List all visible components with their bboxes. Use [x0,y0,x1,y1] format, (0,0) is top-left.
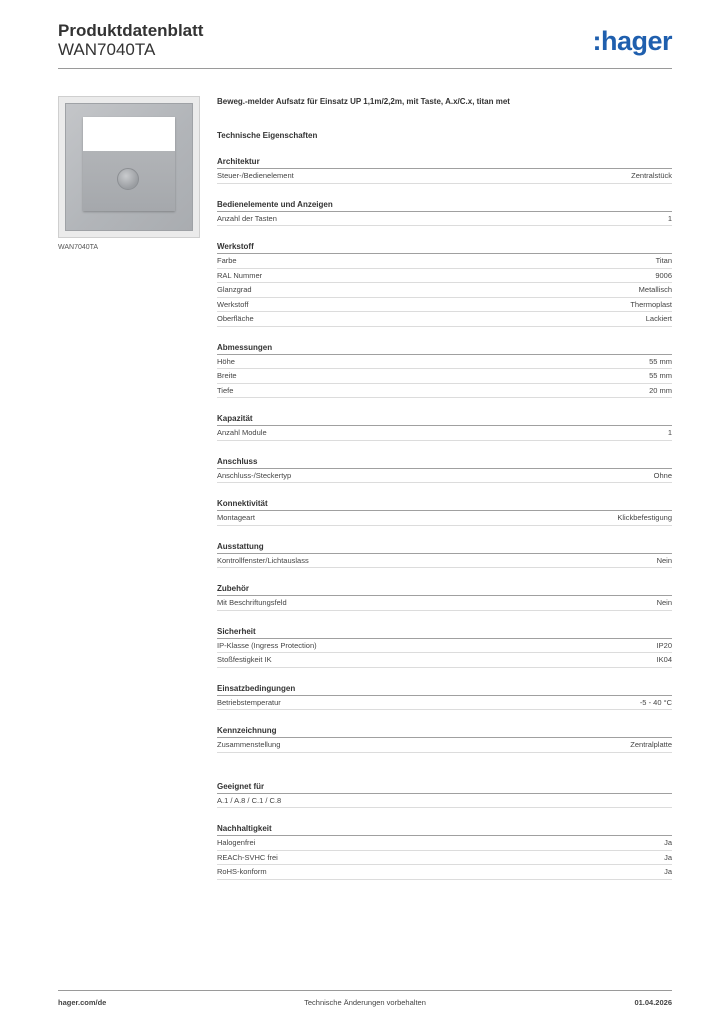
spec-label: Zusammenstellung [217,740,281,749]
spec-label: Kontrollfenster/Lichtauslass [217,555,309,565]
spec-section [217,498,672,526]
spec-content [217,96,672,880]
spec-label: A.1 / A.8 / C.1 / C.8 [217,795,282,805]
spec-row [217,511,672,526]
footer-divider [58,990,672,991]
spec-value: Ja [664,867,672,876]
spec-row [217,355,672,370]
section-title: Werkstoff [217,241,672,254]
spec-value: Ja [664,852,672,862]
section-title: Sicherheit [217,626,672,639]
hager-logo: :hager [592,26,672,56]
spec-row [217,298,672,313]
spec-row [217,312,672,327]
spec-row [217,639,672,654]
spec-row [217,851,672,866]
spec-section [217,823,672,880]
spec-row [217,865,672,880]
spec-value: Zentralplatte [630,740,672,749]
product-code: WAN7040TA [58,40,156,59]
section-title: Kapazität [217,413,672,426]
header-divider [58,68,672,69]
footer-note: Technische Änderungen vorbehalten [304,998,426,1007]
spec-label: REACh-SVHC frei [217,852,278,862]
spec-row [217,836,672,851]
spec-section [217,683,672,711]
spec-label: RoHS-konform [217,867,267,876]
spec-label: Anzahl der Tasten [217,213,277,223]
section-title: Abmessungen [217,342,672,355]
spec-label: Werkstoff [217,299,249,309]
spec-value: 1 [667,428,672,437]
spec-label: RAL Nummer [217,270,263,280]
footer-date: 01.04.2026 [634,998,672,1007]
spec-row [217,653,672,668]
spec-row [217,738,672,753]
spec-value: 55 mm [649,356,672,366]
spec-value: Nein [656,555,672,565]
spec-section [217,156,672,184]
product-image [58,96,200,238]
spec-section [217,456,672,484]
spec-value: Metallisch [638,285,672,294]
spec-value: Thermoplast [630,299,672,309]
label-field [83,117,175,151]
section-title: Anschluss [217,456,672,469]
section-title: Zubehör [217,583,672,596]
spec-value: Nein [656,598,672,607]
spec-value: Titan [655,256,672,265]
spec-row [217,596,672,611]
spec-row [217,384,672,399]
spec-section [217,342,672,399]
section-title: Einsatzbedingungen [217,683,672,696]
image-caption: WAN7040TA [58,244,99,251]
spec-section [217,781,672,809]
spec-label: Oberfläche [217,314,254,323]
spec-value: 9006 [655,270,672,280]
spec-label: IP-Klasse (Ingress Protection) [217,640,317,650]
spec-row [217,269,672,284]
document-title: Produktdatenblatt [58,21,204,40]
spec-value: 55 mm [649,371,672,380]
spec-row [217,426,672,441]
section-title: Bedienelemente und Anzeigen [217,199,672,212]
sensor-lens-icon [117,168,139,190]
spec-row [217,469,672,484]
spec-value: Lackiert [645,314,672,323]
spec-value: IP20 [656,640,672,650]
cover-plate [65,103,193,231]
spec-row [217,169,672,184]
motion-sensor-insert [83,117,175,211]
footer-website: hager.com/de [58,998,107,1007]
spec-value: 20 mm [649,385,672,395]
spec-label: Glanzgrad [217,285,252,294]
spec-value: IK04 [656,655,672,664]
section-title: Kennzeichnung [217,725,672,738]
spec-section [217,626,672,668]
spec-section [217,199,672,227]
section-title: Architektur [217,156,672,169]
section-title: Geeignet für [217,781,672,794]
spec-value: -5 - 40 °C [639,697,672,707]
spec-value: Ohne [653,470,672,480]
spec-row [217,254,672,269]
spec-row [217,696,672,711]
page-footer [58,998,672,1010]
spec-section [217,725,672,753]
spec-label: Stoßfestigkeit IK [217,655,272,664]
spec-sections [217,156,672,880]
section-title: Nachhaltigkeit [217,823,672,836]
spec-label: Breite [217,371,237,380]
spec-label: Betriebstemperatur [217,697,281,707]
spec-row [217,283,672,298]
spec-row [217,369,672,384]
spec-label: Höhe [217,356,235,366]
spec-section [217,413,672,441]
spec-value: Ja [664,838,672,847]
spec-label: Halogenfrei [217,838,256,847]
spec-value: 1 [667,213,672,223]
spec-label: Anzahl Module [217,428,267,437]
section-title: Ausstattung [217,541,672,554]
spec-label: Tiefe [217,385,234,395]
product-description: Beweg.-melder Aufsatz für Einsatz UP 1,1m/2,2m, mit Taste, A.x/C.x, titan met [217,97,510,106]
spec-row [217,212,672,227]
spec-value: Klickbefestigung [617,513,672,522]
page-header [58,22,672,70]
spec-section [217,241,672,327]
spec-row [217,554,672,569]
section-title: Konnektivität [217,498,672,511]
spec-section [217,583,672,611]
spec-label: Mit Beschriftungsfeld [217,598,287,607]
spec-label: Steuer-/Bedienelement [217,171,294,180]
spec-label: Farbe [217,256,237,265]
spec-row [217,794,672,809]
spec-value: Zentralstück [631,171,672,180]
spec-label: Anschluss-/Steckertyp [217,470,292,480]
technical-heading: Technische Eigenschaften [217,131,318,140]
spec-section [217,541,672,569]
spec-label: Montageart [217,513,255,522]
